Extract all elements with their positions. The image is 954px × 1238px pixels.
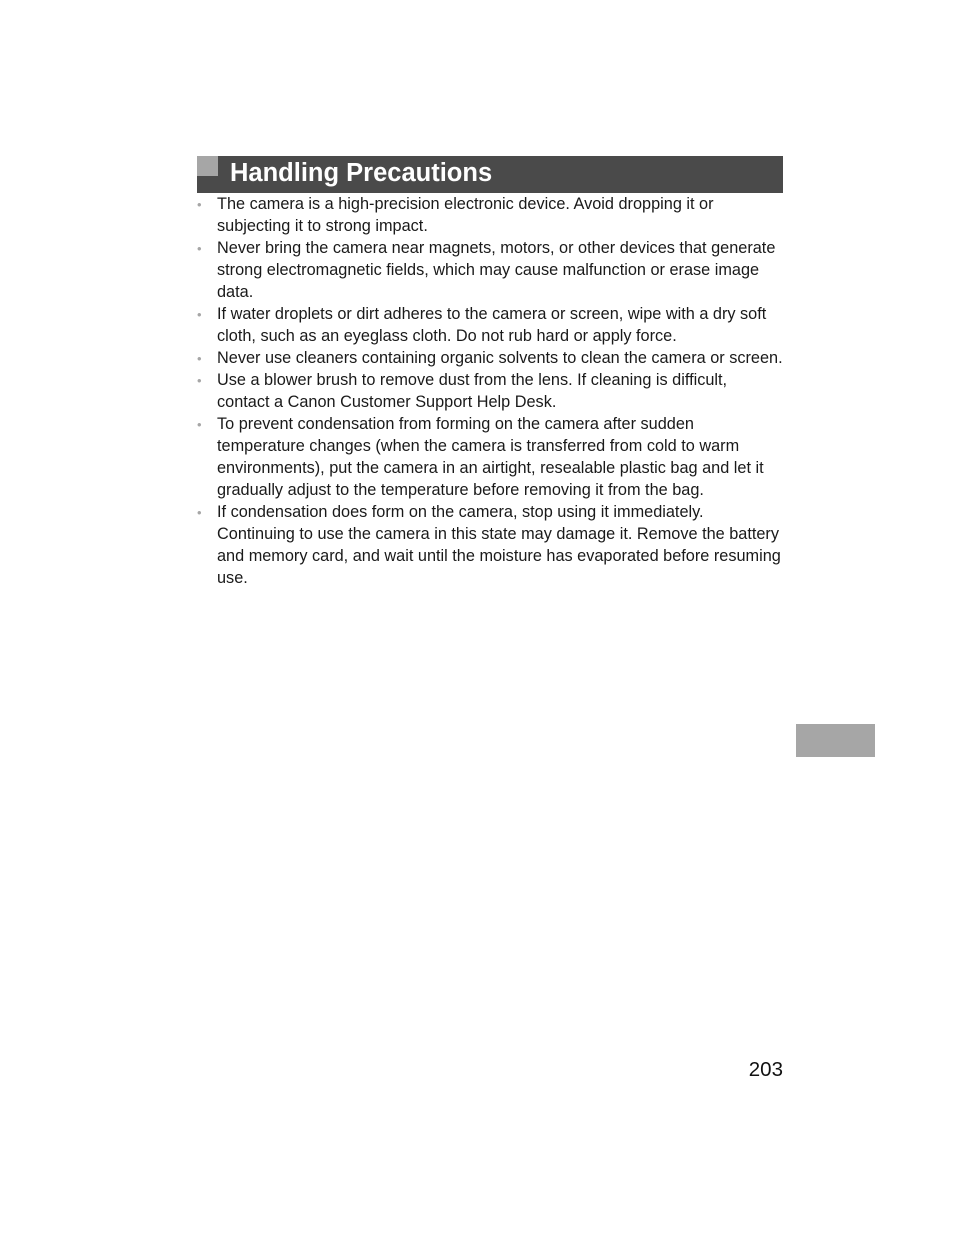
heading-marker-square [197, 156, 218, 176]
precautions-list [197, 194, 783, 590]
bullet-icon: • [197, 373, 202, 389]
page-number: 203 [748, 1058, 783, 1081]
list-item-text: Never bring the camera near magnets, motors, or other devices that generate strong electromagnetic fields, which may cause malfunction or erase image data. [217, 239, 776, 301]
list-item-text: To prevent condensation from forming on the camera after sudden temperature changes (when the camera is transferred from cold to warm environments), put the camera in an airtight, resealable plastic bag and let it gradually adjust to the temperature before removing it from the bag. [217, 415, 764, 499]
list-item-text: The camera is a high-precision electronic device. Avoid dropping it or subjecting it to strong impact. [217, 195, 714, 235]
chapter-index-tab [796, 724, 875, 757]
bullet-icon: • [197, 417, 202, 433]
bullet-icon: • [197, 351, 202, 367]
list-item-text: If water droplets or dirt adheres to the camera or screen, wipe with a dry soft cloth, such as an eyeglass cloth. Do not rub hard or apply force. [217, 304, 767, 345]
bullet-icon: • [197, 505, 202, 521]
list-item-text: Never use cleaners containing organic solvents to clean the camera or screen. [217, 349, 783, 368]
section-title: Handling Precautions [230, 159, 493, 187]
list-item-text: Use a blower brush to remove dust from the lens. If cleaning is difficult, contact a Canon Customer Support Help Desk. [217, 371, 728, 412]
bullet-icon: • [197, 241, 202, 257]
list-item [197, 348, 783, 370]
bullet-icon: • [197, 306, 202, 322]
list-item [197, 238, 783, 303]
list-item [197, 502, 783, 589]
list-item-text: If condensation does form on the camera, stop using it immediately. Continuing to use the camera in this state may damage it. Remove the battery and memory card, and wait until the moisture has evaporated before resuming use. [217, 503, 781, 587]
list-item [197, 370, 783, 414]
list-item [197, 304, 783, 348]
list-item [197, 414, 783, 501]
list-item [197, 194, 783, 238]
bullet-icon: • [197, 197, 202, 212]
